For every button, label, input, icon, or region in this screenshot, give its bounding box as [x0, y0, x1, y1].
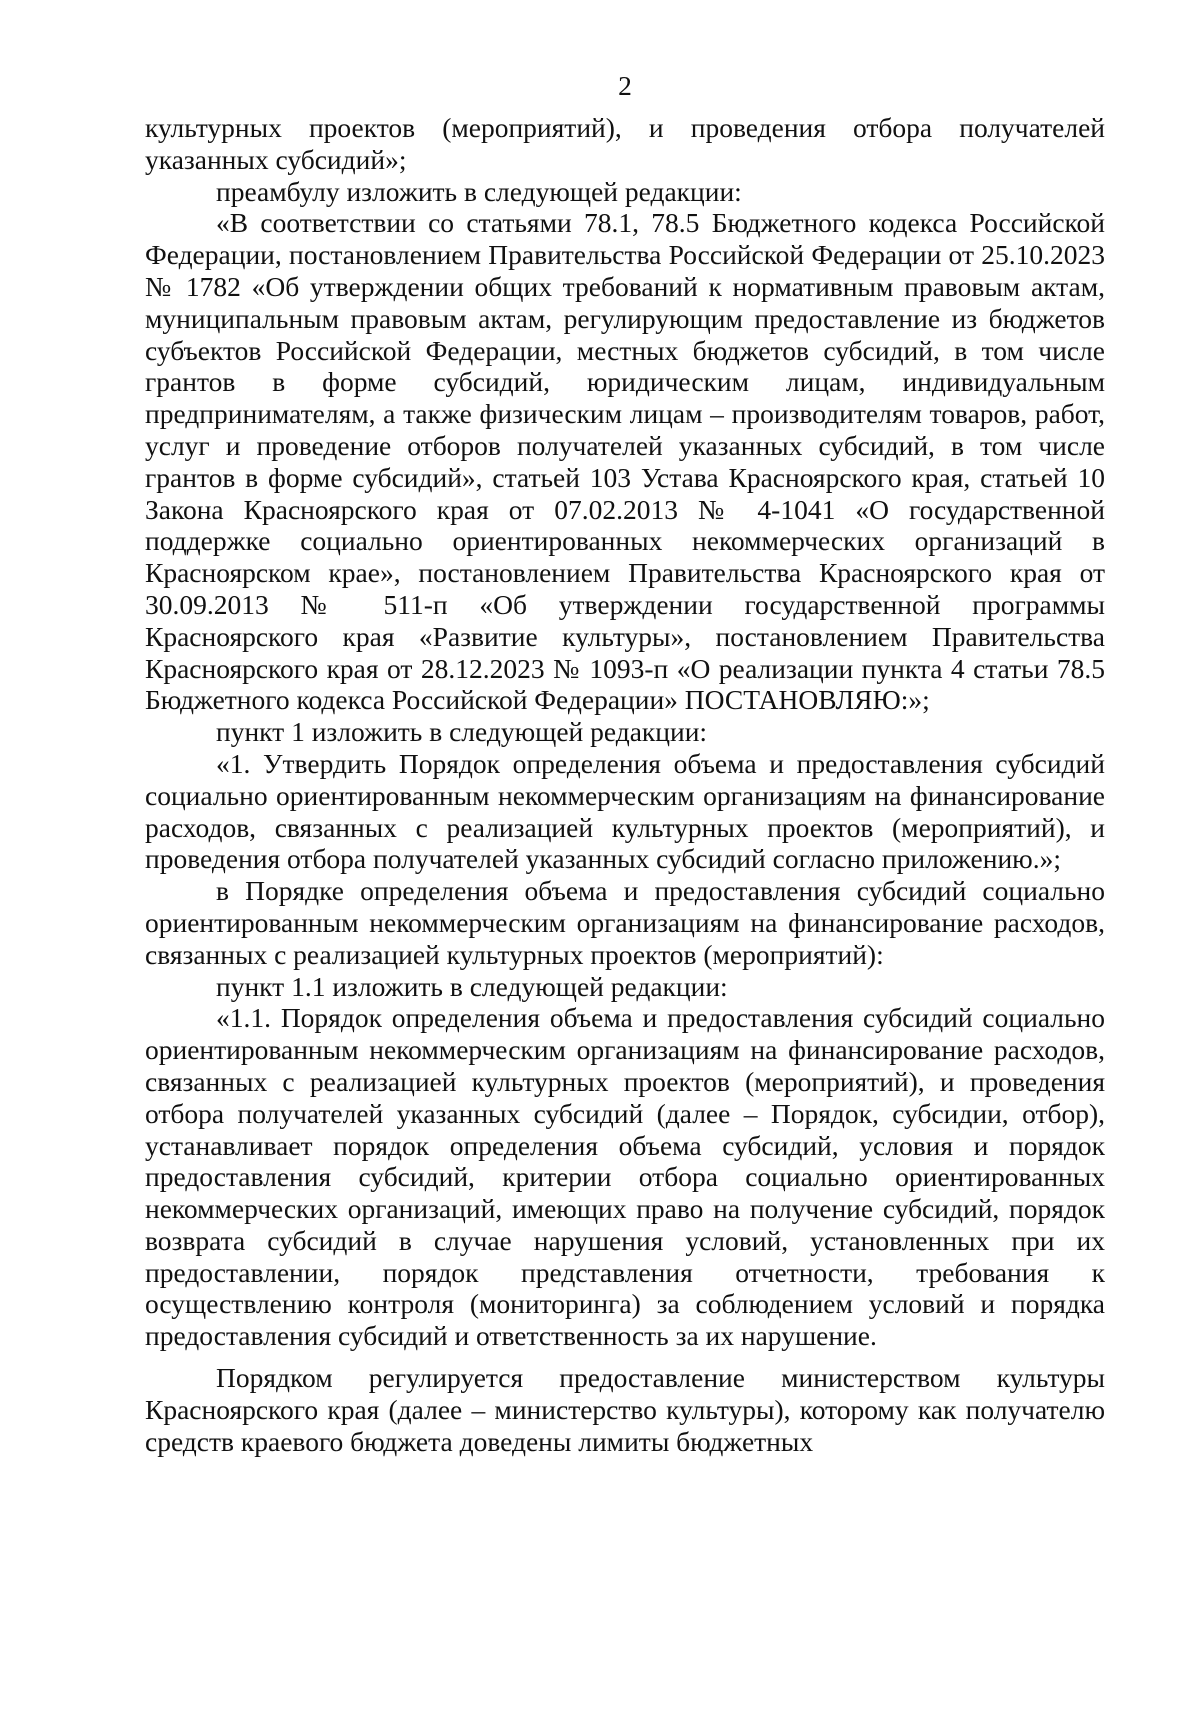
page-number: 2	[618, 70, 632, 101]
paragraph-preamble-instruction: преамбулу изложить в следующей редакции:	[216, 175, 742, 207]
document-body	[145, 112, 1105, 1457]
paragraph-point1-1-instruction: пункт 1.1 изложить в следующей редакции:	[216, 970, 728, 1002]
paragraph-point1-text: «1. Утвердить Порядок определения объема и предоставления субсидий социально ориентированным некоммерческим организациям на финансирование расходов, связанных с реализацией культурных проектов (мероприятий), и проведения отбора получателей указанных субсидий согласно приложению.»;	[145, 747, 1105, 875]
paragraph-point1-1-text: «1.1. Порядок определения объема и предоставления субсидий социально ориентированным некоммерческим организациям на финансирование расходов, связанных с реализацией культурных проектов (мероприятий), и проведения отбора получателей указанных субсидий (далее – Порядок, субсидии, отбор), устанавливает порядок определения объема субсидий, условия и порядок предоставления субсидий, критерии отбора социально ориентированных некоммерческих организаций, имеющих право на получение субсидий, порядок возврата субсидий в случае нарушения условий, установленных при их предоставлении, порядок представления отчетности, требования к осуществлению контроля (мониторинга) за соблюдением условий и порядка предоставления субсидий и ответственность за их нарушение.	[145, 1002, 1105, 1352]
paragraph-point1-instruction: пункт 1 изложить в следующей редакции:	[216, 716, 708, 748]
paragraph-regulation: Порядком регулируется предоставление министерством культуры Красноярского края (далее – министерство культуры), которому как получателю средств краевого бюджета доведены лимиты бюджетных	[145, 1362, 1105, 1457]
paragraph-continuation: культурных проектов (мероприятий), и проведения отбора получателей указанных субсидий»;	[145, 112, 1105, 175]
paragraph-procedure-intro: в Порядке определения объема и предоставления субсидий социально ориентированным некоммерческим организациям на финансирование расходов, связанных с реализацией культурных проектов (мероприятий):	[145, 875, 1105, 970]
paragraph-preamble-text: «В соответствии со статьями 78.1, 78.5 Бюджетного кодекса Российской Федерации, постановлением Правительства Российской Федерации от 25.10.2023 № 1782 «Об утверждении общих требований к нормативным правовым актам, муниципальным правовым актам, регулирующим предоставление из бюджетов субъектов Российской Федерации, местных бюджетов субсидий, в том числе грантов в форме субсидий, юридическим лицам, индивидуальным предпринимателям, а также физическим лицам – производителям товаров, работ, услуг и проведение отборов получателей указанных субсидий, в том числе грантов в форме субсидий», статьей 103 Устава Красноярского края, статьей 10 Закона Красноярского края от 07.02.2013 № 4-1041 «О государственной поддержке социально ориентированных некоммерческих организаций в Красноярском крае», постановлением Правительства Красноярского края от 30.09.2013 № 511-п «Об утверждении государственной программы Красноярского края «Развитие культуры», постановлением Правительства Красноярского края от 28.12.2023 № 1093-п «О реализации пункта 4 статьи 78.5 Бюджетного кодекса Российской Федерации» ПОСТАНОВЛЯЮ:»;	[145, 207, 1105, 716]
